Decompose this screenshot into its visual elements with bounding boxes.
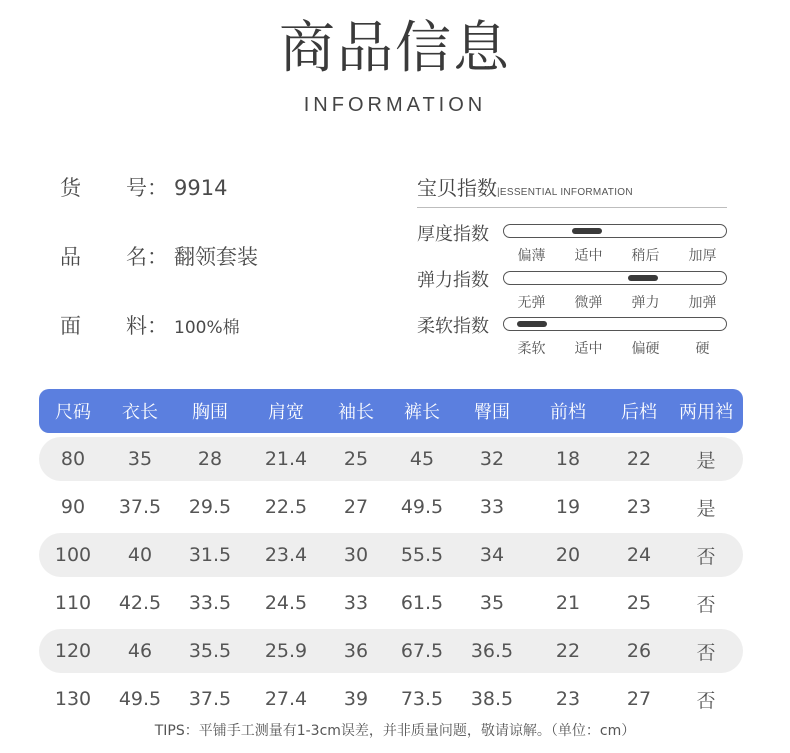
- table-row: [39, 437, 743, 481]
- table-cell: 22: [555, 640, 581, 662]
- index-bar: [503, 317, 727, 331]
- index-heading: [417, 172, 727, 208]
- table-cell: 21.4: [264, 448, 308, 470]
- table-cell: 33.5: [188, 592, 232, 614]
- table-cell: 24: [626, 544, 652, 566]
- product-name-row: [60, 241, 258, 271]
- column-header: 前档: [550, 402, 586, 423]
- index-indicator: [628, 275, 658, 281]
- index-option: 柔软: [517, 341, 546, 357]
- index-option: 硬: [695, 341, 710, 357]
- item-number-key-2: 号：: [126, 176, 168, 200]
- table-cell: 23.4: [264, 544, 308, 566]
- column-header: 胸围: [192, 402, 228, 423]
- table-row: [39, 629, 743, 673]
- table-cell: 37.5: [118, 496, 162, 518]
- table-cell: 49.5: [118, 688, 162, 710]
- material-key-2: 料：: [126, 314, 168, 338]
- index-indicator: [572, 228, 602, 234]
- table-cell: 21: [555, 592, 581, 614]
- index-heading-sub: |ESSENTIAL INFORMATION: [497, 187, 633, 198]
- table-cell: 31.5: [188, 544, 232, 566]
- column-header: 后档: [621, 402, 657, 423]
- index-option: 偏硬: [631, 341, 660, 357]
- index-option: 微弹: [574, 295, 603, 311]
- index-label: 弹力指数: [417, 270, 489, 291]
- table-cell: 28: [197, 448, 223, 470]
- index-options: [503, 338, 731, 358]
- index-option: 加厚: [688, 248, 717, 264]
- index-option: 适中: [574, 341, 603, 357]
- table-cell: 是: [696, 497, 716, 520]
- table-cell: 36.5: [470, 640, 514, 662]
- table-cell: 80: [60, 448, 86, 470]
- table-cell: 20: [555, 544, 581, 566]
- table-cell: 45: [409, 448, 435, 470]
- table-cell: 是: [696, 449, 716, 472]
- table-cell: 36: [343, 640, 369, 662]
- table-cell: 25.9: [264, 640, 308, 662]
- table-cell: 61.5: [400, 592, 444, 614]
- index-option: 偏薄: [517, 248, 546, 264]
- material-key-1: 面: [60, 314, 81, 338]
- item-number-key-1: 货: [60, 176, 81, 200]
- table-cell: 18: [555, 448, 581, 470]
- table-cell: 23: [555, 688, 581, 710]
- table-cell: 130: [54, 688, 92, 710]
- index-option: 适中: [574, 248, 603, 264]
- column-header: 裤长: [404, 402, 440, 423]
- index-options: [503, 245, 731, 265]
- index-label: 柔软指数: [417, 316, 489, 337]
- product-name-key-2: 名：: [126, 245, 168, 269]
- table-cell: 25: [343, 448, 369, 470]
- table-cell: 67.5: [400, 640, 444, 662]
- material-value: 100%棉: [174, 318, 240, 338]
- table-cell: 90: [60, 496, 86, 518]
- table-cell: 19: [555, 496, 581, 518]
- table-cell: 39: [343, 688, 369, 710]
- table-cell: 37.5: [188, 688, 232, 710]
- table-row: [39, 677, 743, 721]
- table-cell: 33: [479, 496, 505, 518]
- column-header: 肩宽: [268, 402, 304, 423]
- table-cell: 35: [479, 592, 505, 614]
- table-cell: 23: [626, 496, 652, 518]
- table-header: [39, 389, 743, 433]
- table-cell: 29.5: [188, 496, 232, 518]
- product-name-key-1: 品: [60, 245, 81, 269]
- table-row: [39, 581, 743, 625]
- page-title: 商品信息: [279, 16, 511, 81]
- table-cell: 35: [127, 448, 153, 470]
- size-table: [39, 389, 743, 721]
- table-row: [39, 485, 743, 529]
- index-option: 加弹: [688, 295, 717, 311]
- column-header: 两用裆: [679, 402, 733, 423]
- index-options: [503, 292, 731, 312]
- table-cell: 38.5: [470, 688, 514, 710]
- table-cell: 否: [696, 545, 716, 568]
- table-row: [39, 533, 743, 577]
- table-cell: 55.5: [400, 544, 444, 566]
- table-cell: 27: [343, 496, 369, 518]
- item-number-value: 9914: [174, 176, 228, 200]
- table-cell: 27: [626, 688, 652, 710]
- table-cell: 27.4: [264, 688, 308, 710]
- table-cell: 33: [343, 592, 369, 614]
- table-cell: 否: [696, 689, 716, 712]
- product-name-value: 翻领套装: [174, 245, 258, 269]
- index-label: 厚度指数: [417, 224, 489, 245]
- index-bar: [503, 224, 727, 238]
- table-cell: 42.5: [118, 592, 162, 614]
- material-row: [60, 310, 240, 340]
- table-cell: 35.5: [188, 640, 232, 662]
- table-cell: 否: [696, 593, 716, 616]
- table-cell: 34: [479, 544, 505, 566]
- index-heading-main: 宝贝指数: [417, 176, 497, 200]
- table-cell: 22.5: [264, 496, 308, 518]
- table-cell: 26: [626, 640, 652, 662]
- item-number-row: [60, 172, 227, 202]
- table-cell: 24.5: [264, 592, 308, 614]
- column-header: 衣长: [122, 402, 158, 423]
- table-cell: 49.5: [400, 496, 444, 518]
- table-cell: 32: [479, 448, 505, 470]
- index-option: 弹力: [631, 295, 660, 311]
- index-option: 稍后: [631, 248, 660, 264]
- page-subtitle: INFORMATION: [303, 94, 487, 116]
- table-cell: 100: [54, 544, 92, 566]
- table-cell: 40: [127, 544, 153, 566]
- index-option: 无弹: [517, 295, 546, 311]
- table-cell: 25: [626, 592, 652, 614]
- table-body: [39, 437, 743, 721]
- table-cell: 120: [54, 640, 92, 662]
- table-cell: 30: [343, 544, 369, 566]
- tips-note: TIPS：平铺手工测量有1-3cm误差，并非质量问题，敬请谅解。（单位：cm）: [154, 723, 636, 739]
- table-cell: 46: [127, 640, 153, 662]
- column-header: 臀围: [474, 402, 510, 423]
- column-header: 尺码: [55, 402, 91, 423]
- index-indicator: [517, 321, 547, 327]
- table-cell: 否: [696, 641, 716, 664]
- index-bar: [503, 271, 727, 285]
- table-cell: 110: [54, 592, 92, 614]
- table-cell: 22: [626, 448, 652, 470]
- table-cell: 73.5: [400, 688, 444, 710]
- column-header: 袖长: [338, 402, 374, 423]
